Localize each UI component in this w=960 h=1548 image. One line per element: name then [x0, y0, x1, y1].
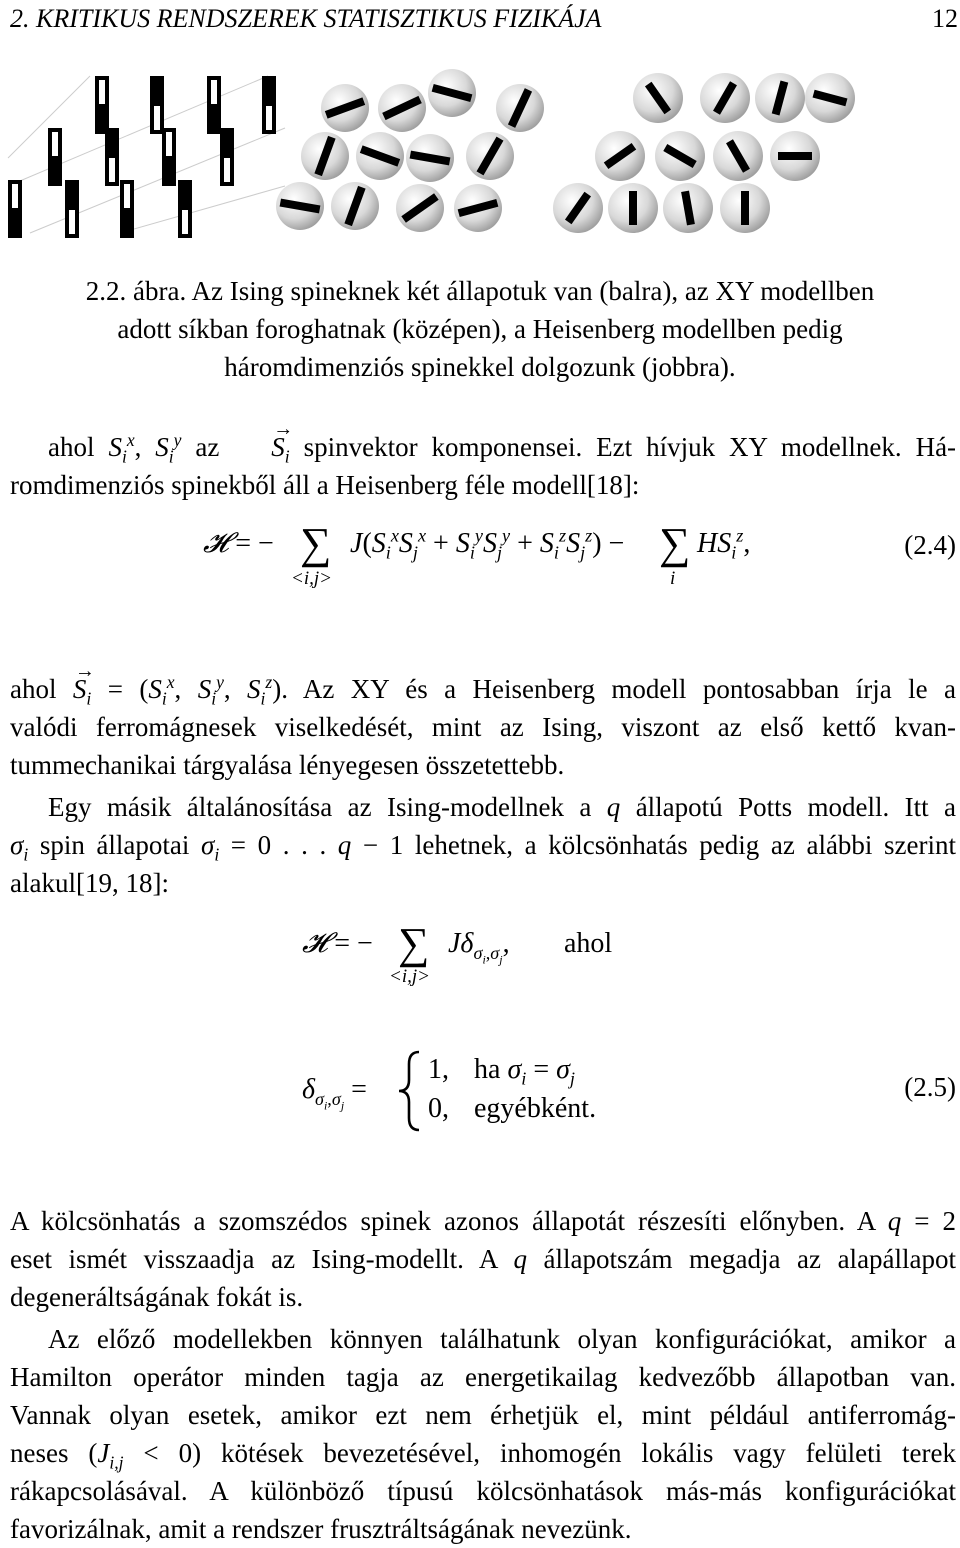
ising-spin-highlight [266, 106, 272, 130]
ising-spin-highlight [124, 184, 130, 208]
ising-spin-highlight [69, 210, 75, 234]
word: ahol [10, 674, 57, 704]
ising-spin-highlight [166, 132, 172, 156]
lattice-line [120, 186, 285, 233]
caption-line: adott síkban foroghatnak (középen), a Heisenberg modellben pedig [117, 314, 843, 344]
text-line: Az előző modellekben könnyen találhatunk olyan konfigurációkat, amikor a [48, 1324, 956, 1354]
case-value: 1, [428, 1054, 449, 1085]
text-line: eset ismét visszaadja az Ising-modellt. A q állapotszám megadja az alapállapot [10, 1244, 957, 1274]
left-brace [395, 1050, 423, 1132]
sum-symbol: ∑ [398, 919, 430, 968]
text-line: neses $(J_{i,j} < 0)$ kötések bevezetésével, inhomogén lokális vagy felületi terek [10, 1438, 957, 1473]
sum-index: i [670, 568, 676, 589]
heisenberg-spin-rod [778, 152, 812, 160]
equation-number: (2.4) [904, 530, 956, 560]
eq-term: $J\delta_{\sigma_i,\sigma_j}$, [448, 928, 510, 967]
text-line: Egy másik általánosítása az Ising-modellnek a q állapotú Potts modell. Itt a [48, 792, 957, 822]
text-line: Vannak olyan esetek, amikor ezt nem érhetjük el, mint például antiferromág- [10, 1400, 956, 1430]
eq-lhs: 𝓗 = − [302, 928, 373, 959]
paragraph-frustration [10, 1320, 956, 1548]
text-segment: lehetnek, a kölcsönhatás pedig az alábbi szerint [414, 830, 957, 860]
heisenberg-spin-rod [741, 191, 749, 225]
caption-line: háromdimenziós spinekkel dolgozunk (jobbra). [224, 352, 736, 382]
text-segment: állapotszám megadja az alapállapot [543, 1244, 957, 1274]
sum-index: <i,j> [389, 966, 430, 987]
text-segment: kötések bevezetésével, inhomogén lokális vagy felületi terek [221, 1438, 957, 1468]
header-title: 2. KRITIKUS RENDSZEREK STATISZTIKUS FIZIKÁJA [10, 4, 602, 33]
case-condition: egyébként. [474, 1093, 597, 1124]
text-segment: spin állapotai [39, 830, 190, 860]
text-line: degeneráltságának fokát is. [10, 1282, 304, 1312]
text-segment: A kölcsönhatás a szomszédos spinek azonos állapotát részesíti előnyben. A [10, 1206, 875, 1236]
paragraph-potts [10, 788, 956, 902]
case-value: 0, [428, 1093, 449, 1124]
heisenberg-spin-rod [629, 191, 637, 225]
paragraph-heisenberg [10, 670, 956, 784]
text-segment: Egy másik általánosítása az Ising-modellnek a [48, 792, 592, 822]
case-condition: ha $\sigma_i = \sigma_j$ [474, 1054, 575, 1089]
running-header [10, 4, 960, 38]
text-line: valódi ferromágnesek viselkedését, mint az Ising, viszont az első kettő kvan- [10, 712, 956, 742]
paragraph-potts-q [10, 1202, 956, 1316]
text-line: favorizálnak, amit a rendszer frusztráltságának nevezünk. [10, 1514, 632, 1544]
text-line: romdimenziós spinekből áll a Heisenberg féle modell[18]: [10, 470, 640, 500]
text-line: A kölcsönhatás a szomszédos spinek azonos állapotát részesíti előnyben. A q = 2 [10, 1206, 957, 1236]
sum-symbol: ∑ [659, 519, 691, 568]
text-segment: állapotú Potts modell. Itt a [635, 792, 957, 822]
paragraph-xy [10, 428, 956, 504]
sum-symbol: ∑ [300, 519, 332, 568]
text-line: ahol $S_i^x$, $S_i^y$ az → $S_i$ spinvektor komponensei. Ezt hívjuk XY modellnek. Há- [10, 428, 956, 466]
ising-spin-highlight [109, 158, 115, 182]
text-line: tummechanikai tárgyalása lényegesen összetettebb. [10, 750, 565, 780]
text-line: rákapcsolásával. A különböző típusú kölcsönhatások más-más konfigurációkat [10, 1476, 956, 1506]
text-line: $\sigma_i$ spin állapotai $\sigma_i = 0$ . . . q − 1 lehetnek, a kölcsönhatás pedig az alábbi szerint [10, 830, 957, 865]
page-number: 12 [932, 4, 958, 33]
word: neses [10, 1438, 69, 1468]
sum-index: <i,j> [291, 568, 332, 589]
word: az [195, 432, 220, 462]
ising-spin-highlight [12, 184, 18, 208]
ising-spin-highlight [154, 106, 160, 130]
spin-models-figure [0, 68, 960, 248]
eq-field-term: $HS_i^z$, [697, 525, 751, 563]
eq-ahol: ahol [564, 928, 613, 959]
caption-line: 2.2. ábra. Az Ising spineknek két állapotuk van (balra), az XY modellben [85, 276, 875, 306]
delta-lhs: $\delta_{\sigma_i,\sigma_j}$ = [302, 1074, 367, 1113]
text-segment: . Az XY és a Heisenberg modell pontosabban írja le a [281, 674, 957, 704]
text-line: ahol → $S_i = (S_i^x$, $S_i^y$, $S_i^z$). Az XY és a Heisenberg modell pontosabban írja le a [10, 670, 956, 708]
figure-caption [0, 272, 960, 386]
ising-spin-highlight [52, 132, 58, 156]
text-line: alakul[19, 18]: [10, 868, 169, 898]
word: ahol [48, 432, 95, 462]
ising-spin-highlight [99, 80, 105, 104]
word: ha [474, 1054, 501, 1085]
text-segment: spinvektor komponensei. Ezt hívjuk XY modellnek. Há- [303, 432, 957, 462]
eq-lhs: 𝓗 = − [203, 528, 274, 559]
ising-spin-highlight [224, 158, 230, 182]
eq-term: $J(S_i^xS_j^x + S_i^yS_j^y + S_i^zS_j^z)$ − [350, 525, 625, 563]
text-line: Hamilton operátor minden tagja az energetikailag kedvezőbb állapotban van. [10, 1362, 956, 1392]
equation-number: (2.5) [904, 1072, 956, 1102]
ising-spin-highlight [182, 210, 188, 234]
ising-spin-highlight [211, 80, 217, 104]
text-segment: eset ismét visszaadja az Ising-modellt. A [10, 1244, 497, 1274]
